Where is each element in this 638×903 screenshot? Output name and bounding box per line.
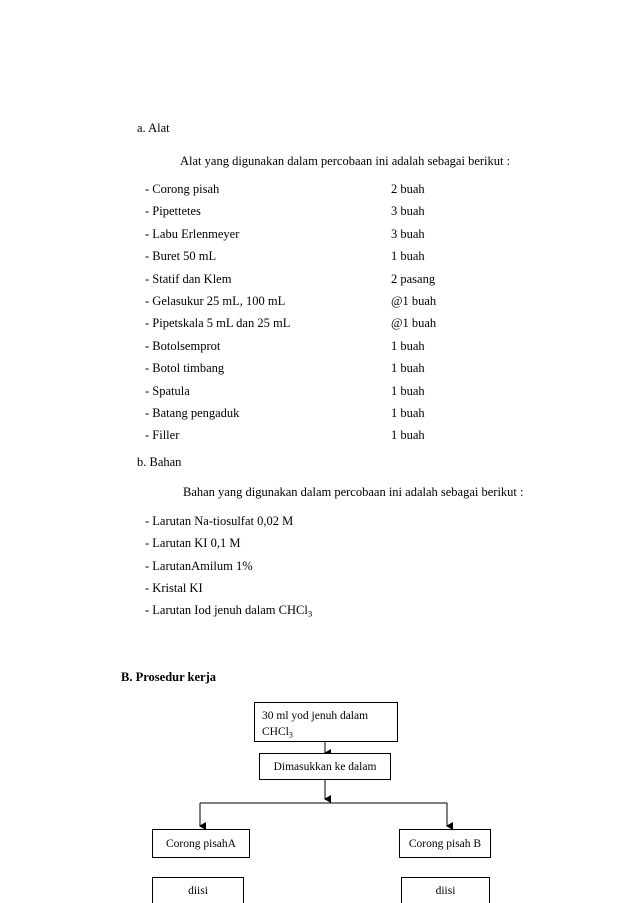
equipment-item-name: - Batang pengaduk [145, 406, 240, 420]
equipment-item-qty: 1 buah [391, 383, 425, 398]
flow-box-right-fill: diisi [401, 877, 490, 903]
equipment-item-qty: 2 pasang [391, 271, 436, 286]
equipment-item-qty: 1 buah [391, 338, 425, 353]
flow-box-start [254, 702, 398, 742]
flow-box-insert: Dimasukkan ke dalam [259, 753, 391, 780]
equipment-item-qty: 1 buah [391, 428, 425, 443]
procedure-title: B. Prosedur kerja [121, 670, 217, 684]
equipment-item-name: - Buret 50 mL [145, 249, 217, 264]
equipment-item-name: - Pipetskala 5 mL dan 25 mL [145, 316, 291, 331]
material-item: - Kristal KI [145, 580, 203, 595]
equipment-item-qty: 1 buah [391, 406, 425, 420]
equipment-item-qty: @1 buah [391, 294, 437, 308]
equipment-item-qty: 1 buah [391, 249, 425, 264]
flow-box-start-subscript: 3 [288, 730, 293, 740]
material-item-iodine-subscript: 3 [307, 608, 313, 619]
flow-box-start-chcl: CHCl [262, 726, 289, 738]
flow-box-left-funnel: Corong pisahA [152, 829, 250, 858]
flow-box-right-funnel: Corong pisah B [399, 829, 491, 858]
equipment-item-name: - Botol timbang [145, 361, 225, 376]
section-a-title: a. Alat [137, 121, 170, 135]
section-b-intro: Bahan yang digunakan dalam percobaan ini adalah sebagai berikut : [183, 485, 524, 499]
equipment-item-name: - Statif dan Klem [145, 271, 232, 286]
material-item: - Larutan KI 0,1 M [145, 536, 241, 551]
equipment-item-qty: 2 buah [391, 182, 425, 196]
equipment-item-qty: 3 buah [391, 204, 425, 219]
equipment-item-name: - Spatula [145, 383, 190, 398]
flow-box-left-fill: diisi [152, 877, 244, 903]
equipment-item-qty: 1 buah [391, 361, 425, 376]
material-item-iodine-text: - Larutan Iod jenuh dalam CHCl [145, 603, 308, 617]
equipment-item-name: - Botolsemprot [145, 338, 221, 353]
section-b-title: b. Bahan [137, 455, 182, 469]
equipment-item-qty: 3 buah [391, 226, 425, 241]
section-a-intro: Alat yang digunakan dalam percobaan ini adalah sebagai berikut : [180, 154, 511, 168]
flow-box-start-line2 [262, 724, 397, 743]
material-item: - LarutanAmilum 1% [145, 558, 253, 573]
material-item: - Larutan Na-tiosulfat 0,02 M [145, 514, 294, 528]
equipment-item-name: - Labu Erlenmeyer [145, 226, 240, 241]
flow-box-start-line1: 30 ml yod jenuh dalam [262, 710, 369, 722]
equipment-item-name: - Pipettetes [145, 204, 201, 219]
equipment-item-qty: @1 buah [391, 316, 437, 331]
equipment-item-name: - Corong pisah [145, 182, 220, 196]
equipment-item-name: - Gelasukur 25 mL, 100 mL [145, 294, 286, 308]
equipment-item-name: - Filler [145, 428, 180, 443]
